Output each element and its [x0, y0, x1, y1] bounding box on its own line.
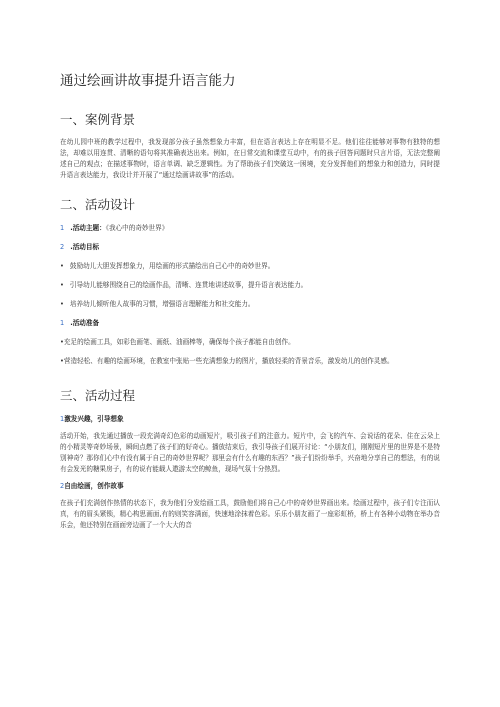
- goal-item: • 培养幼儿倾听他人故事的习惯，增强语言理解能力和社交能力。: [60, 300, 255, 308]
- step-number: 1: [60, 415, 65, 423]
- prep-item: •充足的绘画工具，如彩色画笔、画纸、油画棒等，确保每个孩子都能自由创作。: [60, 338, 295, 346]
- background-paragraph: 在幼儿园中班的教学过程中，我发现部分孩子虽然想象力丰富，但在语言表达上存在明显不足。他们往往能够对事物有独特的想法，却难以用连贯、清晰的语句将其准确表达出来。例如，在日常交流和课堂互动中，有的孩子回答问题时只言片语，无法完整阐述自己的观点；在描述事物时，语言单调、缺乏逻辑性。为了帮助孩子们突破这一困境，充分发挥他们的想象力和创造力，同时提升语言表达能力，我设计并开展了“通过绘画讲故事”的活动。: [60, 138, 440, 179]
- item-number: 2: [60, 243, 65, 251]
- section-heading-background: 一、案例背景: [60, 112, 136, 127]
- process-step-text: 活动开始，我先通过播放一段充满奇幻色彩的动画短片，吸引孩子们的注意力。短片中，会飞的汽车、会说话的花朵、住在云朵上的小精灵等奇妙场景，瞬间点燃了孩子们的好奇心。播放结束后，我引导孩子们展开讨论：“小朋友们，刚刚短片里的世界是不是特别神奇？那你们心中有没有属于自己的奇妙世界呢？那里会有什么有趣的东西？”孩子们纷纷举手，兴奋地分享自己的想法，有的说有会发光的糖果房子，有的说有能载人遨游太空的鲸鱼，现场气氛十分热烈。: [60, 432, 440, 473]
- process-step-title: [60, 414, 440, 425]
- goal-text: 鼓励幼儿大胆发挥想象力，用绘画的形式描绘出自己心中的奇妙世界。: [69, 262, 275, 270]
- item-number: 1: [60, 319, 65, 327]
- goal-item: • 鼓励幼儿大胆发挥想象力，用绘画的形式描绘出自己心中的奇妙世界。: [60, 262, 275, 270]
- process-step-text: 在孩子们充满创作热情的状态下，我为他们分发绘画工具，鼓励他们将自己心中的奇妙世界画出来。绘画过程中，孩子们专注而认真，有的眉头紧锁，精心构思画面,有的则笑容满面，快速地涂抹着色彩。乐乐小朋友画了一座彩虹桥，桥上有各种小动物在举办音乐会，他还特别在画面旁边画了一个大大的音: [60, 499, 440, 529]
- prep-item: •营造轻松、有趣的绘画环境，在教室中张贴一些充满想象力的图片，播放轻柔的背景音乐，激发幼儿的创作灵感。: [60, 357, 394, 365]
- document-title: 通过绘画讲故事提升语言能力: [60, 73, 236, 89]
- item-text: 《我心中的奇妙世界》: [105, 224, 169, 232]
- step-label: 激发兴趣，引导想象: [64, 415, 124, 423]
- design-item-preparation: [60, 318, 440, 329]
- goal-text: 引导幼儿能够围绕自己的绘画作品，清晰、连贯地讲述故事，提升语言表达能力。: [69, 281, 308, 289]
- goal-item: • 引导幼儿能够围绕自己的绘画作品，清晰、连贯地讲述故事，提升语言表达能力。: [60, 281, 308, 289]
- section-heading-process: 三、活动过程: [60, 388, 136, 403]
- item-label: .活动主题：: [70, 224, 106, 232]
- item-number: 1: [60, 224, 65, 232]
- process-step-title: [60, 481, 440, 492]
- step-label: 自由绘画，创作故事: [64, 482, 124, 490]
- item-label: .活动准备: [70, 319, 100, 327]
- item-label: .活动目标: [70, 243, 100, 251]
- design-item-theme: [60, 223, 440, 234]
- design-item-goals: [60, 242, 440, 253]
- step-number: 2: [60, 482, 65, 490]
- section-heading-design: 二、活动设计: [60, 197, 136, 212]
- goal-text: 培养幼儿倾听他人故事的习惯，增强语言理解能力和社交能力。: [69, 300, 255, 308]
